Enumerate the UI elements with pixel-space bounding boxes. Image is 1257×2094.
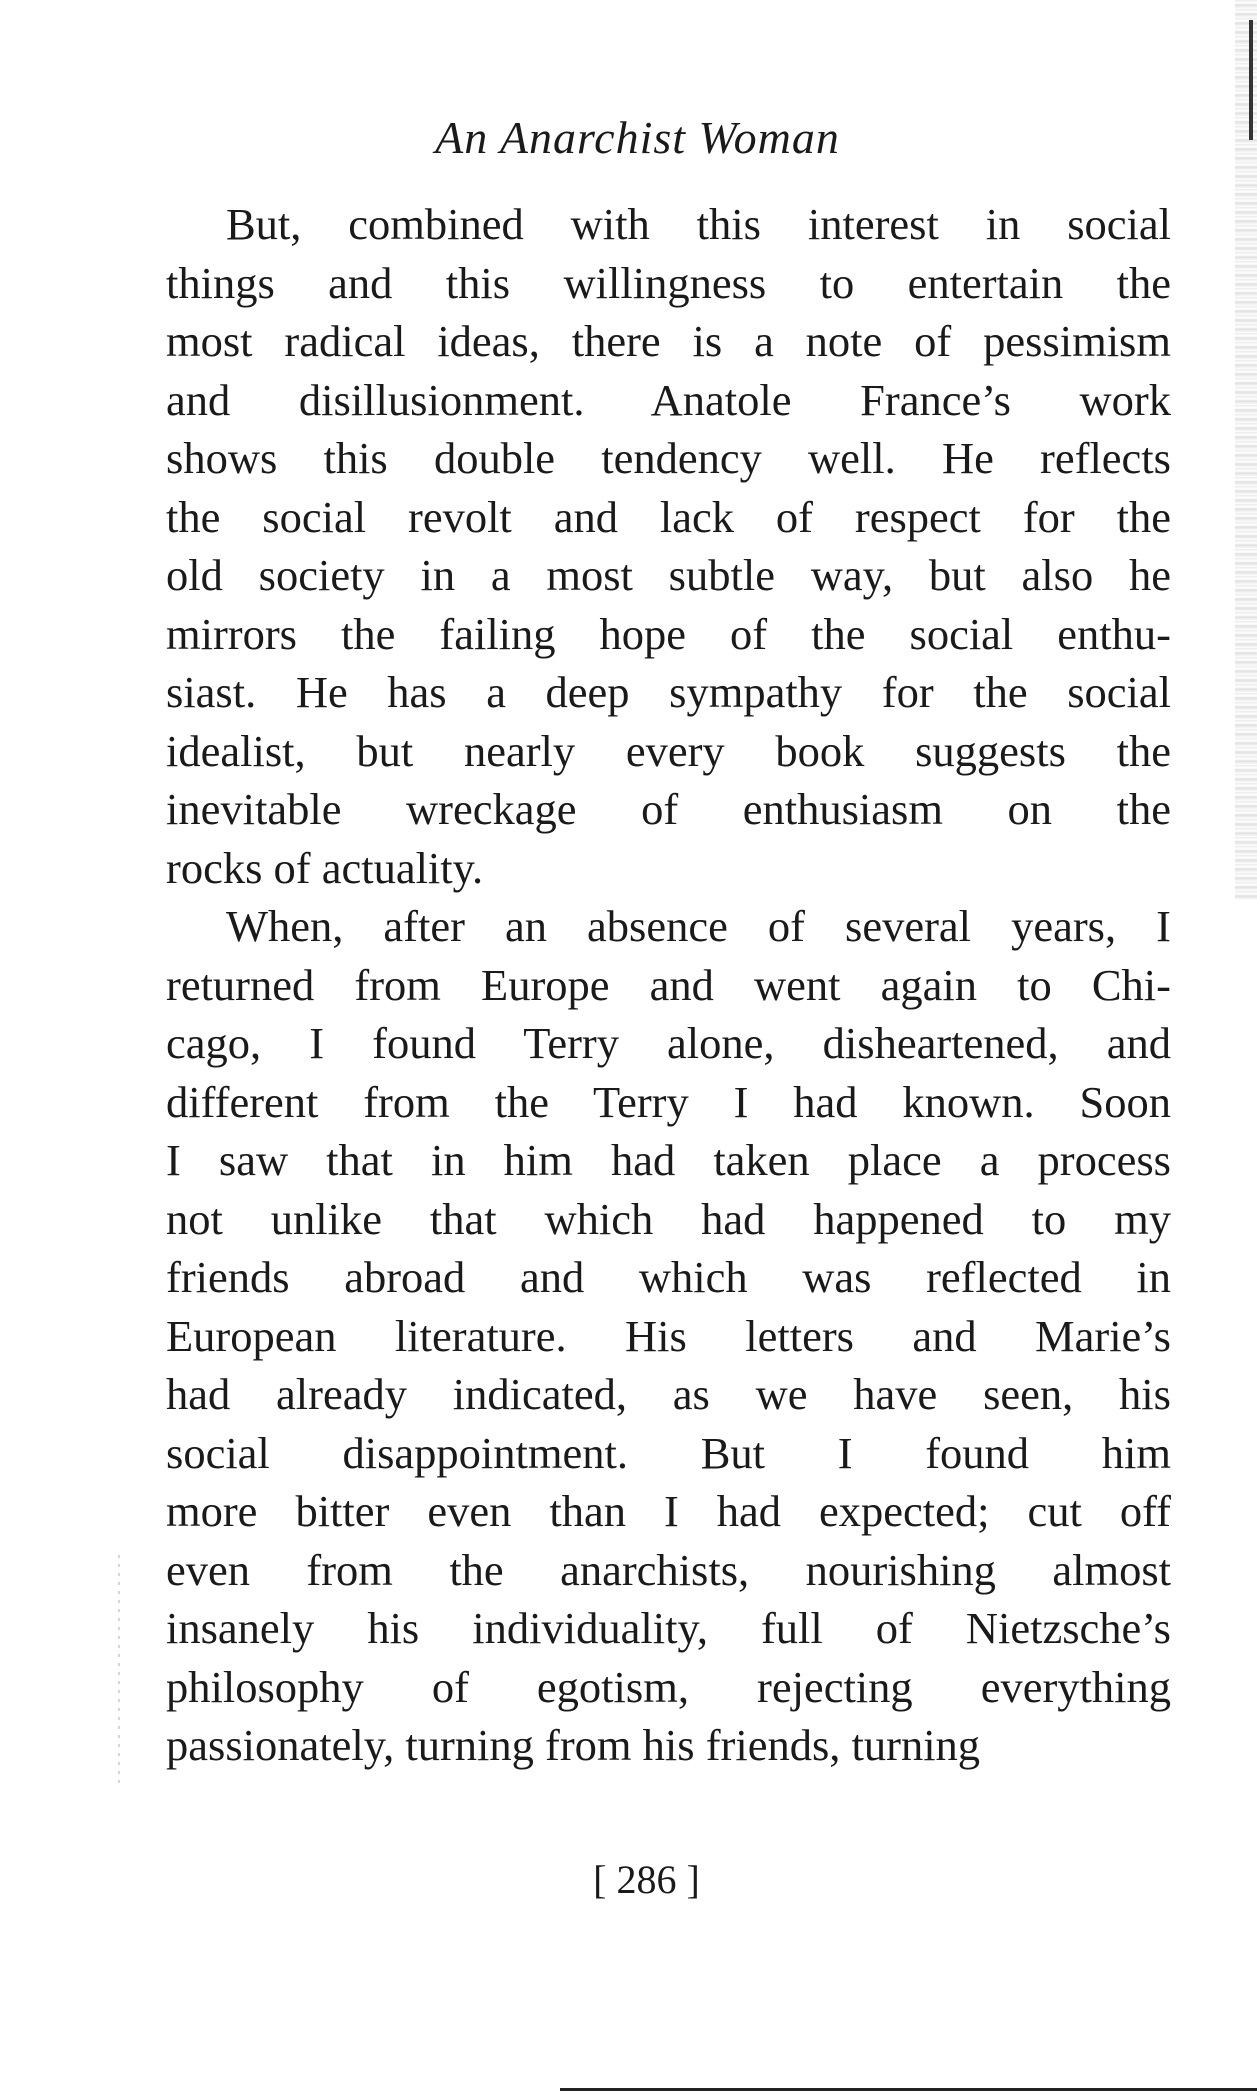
text-line: idealist, but nearly every book suggests the: [166, 725, 1171, 776]
text-line: more bitter even than I had expected; cut off: [166, 1486, 1171, 1536]
text-line: But, combined with this interest in social: [226, 199, 1171, 249]
text-line: insanely his individuality, full of Nietzsche’s: [166, 1603, 1171, 1653]
body-text: [166, 195, 1171, 1775]
running-head: An Anarchist Woman: [435, 112, 840, 163]
text-line: cago, I found Terry alone, disheartened, and: [166, 1018, 1171, 1068]
text-line: friends abroad and which was reflected in: [166, 1252, 1171, 1302]
text-line: social disappointment. But I found him: [166, 1427, 1171, 1478]
text-line: shows this double tendency well. He reflects: [166, 433, 1171, 483]
text-line: passionately, turning from his friends, turning: [166, 1720, 981, 1770]
text-line: siast. He has a deep sympathy for the social: [166, 667, 1171, 717]
text-line: things and this willingness to entertain the: [166, 257, 1171, 308]
text-line: the social revolt and lack of respect for the: [166, 491, 1171, 542]
paragraph: [166, 897, 1171, 1775]
scan-bottom-rule: [560, 2088, 1257, 2091]
text-line: old society in a most subtle way, but also he: [166, 550, 1171, 600]
text-line: philosophy of egotism, rejecting everything: [166, 1661, 1171, 1712]
text-line: most radical ideas, there is a note of pessimism: [166, 316, 1171, 366]
text-line: had already indicated, as we have seen, his: [166, 1369, 1171, 1419]
text-line: and disillusionment. Anatole France’s work: [166, 374, 1171, 425]
text-line: When, after an absence of several years, I: [226, 901, 1171, 951]
paragraph: [166, 195, 1171, 897]
text-line: different from the Terry I had known. Soon: [166, 1076, 1171, 1127]
text-line: not unlike that which had happened to my: [166, 1193, 1171, 1244]
text-line: rocks of actuality.: [166, 842, 484, 893]
page-number: [ 286 ]: [593, 1857, 700, 1902]
text-line: inevitable wreckage of enthusiasm on the: [166, 784, 1171, 834]
text-line: mirrors the failing hope of the social enthu-: [166, 608, 1171, 659]
text-line: returned from Europe and went again to Chi-: [166, 959, 1171, 1010]
text-line: European literature. His letters and Marie’s: [166, 1310, 1171, 1361]
margin-pencil-mark: [118, 1555, 120, 1785]
text-line: even from the anarchists, nourishing almost: [166, 1544, 1171, 1595]
text-line: I saw that in him had taken place a process: [166, 1135, 1171, 1185]
